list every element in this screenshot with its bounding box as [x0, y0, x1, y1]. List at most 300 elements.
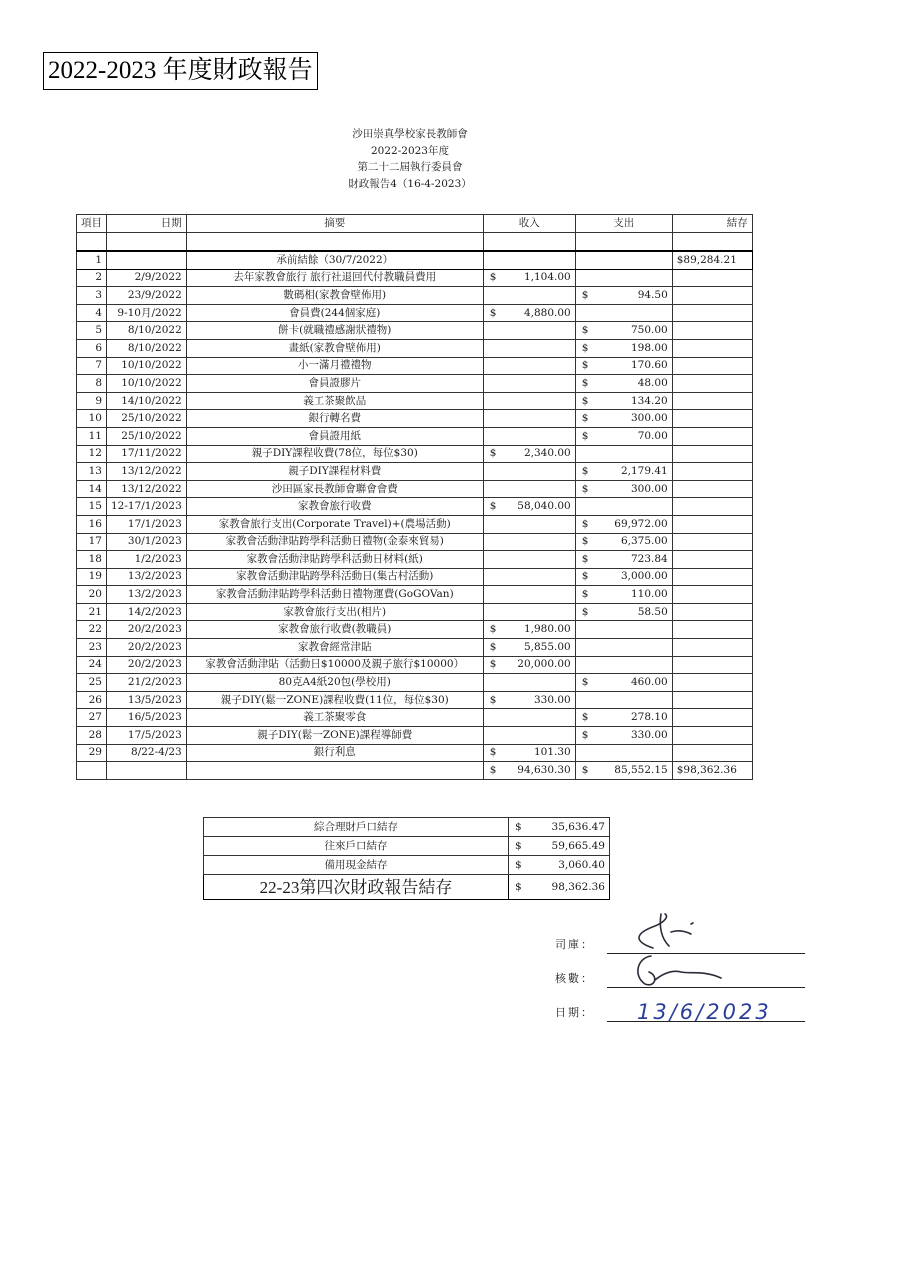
closing-balance: $98,362.36 [672, 762, 752, 780]
ledger-row [77, 357, 753, 375]
row-expense-cell [575, 498, 672, 516]
row-balance [672, 709, 752, 727]
row-date: 20/2/2023 [107, 639, 187, 657]
row-income-cell [483, 269, 575, 287]
row-date: 13/2/2023 [107, 568, 187, 586]
row-number: 25 [77, 674, 107, 692]
row-date: 8/22-4/23 [107, 744, 187, 762]
row-description: 義工茶聚飲品 [186, 392, 483, 410]
row-expense: 69,972.00 [614, 517, 668, 530]
ledger-row [77, 463, 753, 481]
row-description: 家教會活動津貼跨學科活動日材料(紙) [186, 551, 483, 569]
row-income: 330.00 [534, 693, 571, 706]
opening-balance: $89,284.21 [672, 251, 752, 269]
row-income-cell [483, 709, 575, 727]
row-number: 6 [77, 339, 107, 357]
row-expense-cell [575, 480, 672, 498]
row-number: 17 [77, 533, 107, 551]
row-expense: 58.50 [637, 605, 668, 618]
ledger-row [77, 269, 753, 287]
row-expense: 6,375.00 [620, 535, 668, 548]
ledger-row [77, 551, 753, 569]
row-expense-cell [575, 727, 672, 745]
ledger-row [77, 339, 753, 357]
row-number: 18 [77, 551, 107, 569]
row-expense: 300.00 [631, 482, 668, 495]
currency-symbol: $ [515, 858, 522, 871]
row-date: 14/2/2023 [107, 603, 187, 621]
row-income: 1,980.00 [523, 623, 571, 636]
row-date: 8/10/2022 [107, 322, 187, 340]
row-number: 11 [77, 427, 107, 445]
row-number: 2 [77, 269, 107, 287]
row-expense: 110.00 [631, 588, 668, 601]
row-balance [672, 551, 752, 569]
row-description: 親子DIY(鬆一ZONE)課程收費(11位，每位$30) [186, 691, 483, 709]
row-description: 小一滿月禮禮物 [186, 357, 483, 375]
row-balance [672, 727, 752, 745]
row-income-cell [483, 639, 575, 657]
currency-symbol: $ [489, 693, 497, 706]
row-income-cell [483, 339, 575, 357]
row-expense-cell [575, 603, 672, 621]
summary-value-cell [509, 818, 610, 837]
ledger-row [77, 375, 753, 393]
row-number: 24 [77, 656, 107, 674]
row-balance [672, 656, 752, 674]
row-description: 會員證用紙 [186, 427, 483, 445]
row-date: 13/5/2023 [107, 691, 187, 709]
row-description: 義工茶聚零食 [186, 709, 483, 727]
row-expense: 330.00 [631, 728, 668, 741]
row-income-cell [483, 744, 575, 762]
currency-symbol: $ [581, 764, 589, 777]
row-description: 畫紙(家教會壁佈用) [186, 339, 483, 357]
row-expense-cell [575, 375, 672, 393]
row-date: 21/2/2023 [107, 674, 187, 692]
row-description: 數碼相(家教會壁佈用) [186, 287, 483, 305]
row-number: 5 [77, 322, 107, 340]
row-expense-cell [575, 674, 672, 692]
summary-label: 往來戶口結存 [204, 837, 509, 856]
row-number: 12 [77, 445, 107, 463]
auditor-signature-row [555, 962, 805, 992]
currency-symbol: $ [581, 728, 589, 741]
row-balance [672, 691, 752, 709]
total-income: 94,630.30 [517, 764, 571, 777]
row-income-cell [483, 287, 575, 305]
row-balance [672, 480, 752, 498]
summary-value-cell [509, 837, 610, 856]
row-balance [672, 463, 752, 481]
row-balance [672, 744, 752, 762]
row-income-cell [483, 674, 575, 692]
row-expense-cell [575, 744, 672, 762]
currency-symbol: $ [581, 605, 589, 618]
ledger-row [77, 498, 753, 516]
row-income-cell [483, 480, 575, 498]
row-expense-cell [575, 639, 672, 657]
row-income-cell [483, 357, 575, 375]
row-income-cell [483, 515, 575, 533]
association-name: 沙田崇真學校家長教師會 [352, 128, 468, 140]
summary-label: 綜合理財戶口結存 [204, 818, 509, 837]
row-income: 101.30 [534, 746, 571, 759]
currency-symbol: $ [515, 820, 522, 833]
row-balance [672, 269, 752, 287]
ledger-row [77, 322, 753, 340]
row-expense-cell [575, 287, 672, 305]
row-expense-cell [575, 515, 672, 533]
currency-symbol: $ [489, 500, 497, 513]
row-expense-cell [575, 463, 672, 481]
currency-symbol: $ [581, 535, 589, 548]
ledger-row [77, 445, 753, 463]
row-expense-cell [575, 656, 672, 674]
row-date: 9-10月/2022 [107, 304, 187, 322]
ledger-row [77, 709, 753, 727]
currency-symbol: $ [581, 429, 589, 442]
currency-symbol: $ [489, 764, 497, 777]
ledger-row [77, 603, 753, 621]
row-expense: 300.00 [631, 412, 668, 425]
currency-symbol: $ [581, 376, 589, 389]
row-date: 13/12/2022 [107, 480, 187, 498]
row-date: 2/9/2022 [107, 269, 187, 287]
row-number: 29 [77, 744, 107, 762]
ledger-row [77, 674, 753, 692]
row-number: 23 [77, 639, 107, 657]
report-header [220, 126, 600, 192]
row-income: 1,104.00 [523, 271, 571, 284]
row-income: 58,040.00 [517, 500, 571, 513]
ledger-row [77, 691, 753, 709]
ledger-row [77, 621, 753, 639]
row-expense: 750.00 [631, 324, 668, 337]
final-balance-value: 98,362.36 [551, 880, 605, 893]
total-income-cell [483, 762, 575, 780]
row-number: 4 [77, 304, 107, 322]
row-balance [672, 533, 752, 551]
currency-symbol: $ [581, 412, 589, 425]
ledger-row [77, 480, 753, 498]
row-date: 13/12/2022 [107, 463, 187, 481]
row-number: 20 [77, 586, 107, 604]
ledger-row [77, 427, 753, 445]
ledger-row [77, 287, 753, 305]
ledger-row [77, 410, 753, 428]
fiscal-year: 2022-2023年度 [371, 144, 449, 157]
row-number: 14 [77, 480, 107, 498]
row-description: 家教會旅行收費(教職員) [186, 621, 483, 639]
row-date: 25/10/2022 [107, 427, 187, 445]
row-expense-cell [575, 709, 672, 727]
row-income-cell [483, 410, 575, 428]
total-expense: 85,552.15 [614, 764, 668, 777]
row-expense-cell [575, 568, 672, 586]
row-income-cell [483, 304, 575, 322]
currency-symbol: $ [581, 588, 589, 601]
row-balance [672, 322, 752, 340]
row-description: 會員證膠片 [186, 375, 483, 393]
row-income-cell [483, 656, 575, 674]
row-expense: 70.00 [637, 429, 668, 442]
ledger-row [77, 533, 753, 551]
row-expense-cell [575, 551, 672, 569]
currency-symbol: $ [489, 640, 497, 653]
row-description: 家教會活動津貼跨學科活動日禮物(金泰來貿易) [186, 533, 483, 551]
currency-symbol: $ [581, 394, 589, 407]
currency-symbol: $ [489, 623, 497, 636]
row-number: 15 [77, 498, 107, 516]
summary-value: 3,060.40 [558, 858, 605, 871]
row-description: 承前結餘（30/7/2022） [186, 251, 483, 269]
row-number: 9 [77, 392, 107, 410]
row-description: 家教會旅行支出(Corporate Travel)+(農場活動) [186, 515, 483, 533]
row-description: 銀行轉名費 [186, 410, 483, 428]
row-balance [672, 304, 752, 322]
row-income-cell [483, 727, 575, 745]
row-expense: 134.20 [631, 394, 668, 407]
row-expense: 278.10 [631, 711, 668, 724]
row-date: 17/11/2022 [107, 445, 187, 463]
row-income-cell [483, 551, 575, 569]
ledger-row [77, 392, 753, 410]
row-expense-cell [575, 691, 672, 709]
row-balance [672, 392, 752, 410]
row-balance [672, 445, 752, 463]
row-income-cell [483, 463, 575, 481]
ledger-row [77, 515, 753, 533]
row-date: 13/2/2023 [107, 586, 187, 604]
row-income-cell [483, 375, 575, 393]
row-description: 80克A4紙20包(學校用) [186, 674, 483, 692]
currency-symbol: $ [515, 839, 522, 852]
currency-symbol: $ [489, 746, 497, 759]
row-description: 餅卡(就職禮感謝狀禮物) [186, 322, 483, 340]
row-date: 8/10/2022 [107, 339, 187, 357]
row-balance [672, 639, 752, 657]
row-number: 19 [77, 568, 107, 586]
row-date: 12-17/1/2023 [107, 498, 187, 516]
row-number: 1 [77, 251, 107, 269]
row-description: 親子DIY課程材料費 [186, 463, 483, 481]
row-number: 16 [77, 515, 107, 533]
row-expense-cell [575, 445, 672, 463]
summary-row [204, 856, 610, 875]
row-income-cell [483, 603, 575, 621]
row-description: 沙田區家長教師會聯會會費 [186, 480, 483, 498]
balance-summary-table [203, 817, 610, 900]
row-number: 7 [77, 357, 107, 375]
ledger-header-row [77, 215, 753, 233]
currency-symbol: $ [515, 880, 522, 893]
row-date: 20/2/2023 [107, 656, 187, 674]
ledger-row [77, 304, 753, 322]
treasurer-label: 司庫： [555, 938, 594, 951]
row-date: 17/1/2023 [107, 515, 187, 533]
currency-symbol: $ [581, 288, 589, 301]
row-number: 27 [77, 709, 107, 727]
committee-name: 第二十二屆執行委員會 [357, 161, 463, 173]
final-balance-row [204, 875, 610, 900]
currency-symbol: $ [581, 359, 589, 372]
row-expense: 48.00 [637, 376, 668, 389]
row-expense: 2,179.41 [620, 464, 668, 477]
row-number: 28 [77, 727, 107, 745]
ledger-row [77, 656, 753, 674]
header-income: 收入 [483, 215, 575, 233]
row-income-cell [483, 586, 575, 604]
opening-balance-row [77, 251, 753, 269]
row-expense-cell [575, 586, 672, 604]
row-expense-cell [575, 427, 672, 445]
row-number: 8 [77, 375, 107, 393]
row-income-cell [483, 445, 575, 463]
row-income-cell [483, 427, 575, 445]
row-balance [672, 410, 752, 428]
row-balance [672, 621, 752, 639]
row-description: 家教會活動津貼跨學科活動日禮物運費(GoGOVan) [186, 586, 483, 604]
final-balance-cell [509, 875, 610, 900]
auditor-label: 核數： [555, 972, 594, 985]
row-income-cell [483, 568, 575, 586]
row-number: 22 [77, 621, 107, 639]
row-description: 家教會旅行支出(相片) [186, 603, 483, 621]
currency-symbol: $ [489, 658, 497, 671]
row-income-cell [483, 392, 575, 410]
row-expense: 170.60 [631, 359, 668, 372]
final-balance-label: 22-23第四次財政報告結存 [204, 875, 509, 900]
row-date: 30/1/2023 [107, 533, 187, 551]
row-balance [672, 427, 752, 445]
header-expense: 支出 [575, 215, 672, 233]
row-expense-cell [575, 304, 672, 322]
row-balance [672, 357, 752, 375]
ledger-row [77, 727, 753, 745]
row-income: 4,880.00 [523, 306, 571, 319]
row-number: 10 [77, 410, 107, 428]
row-expense-cell [575, 410, 672, 428]
row-expense-cell [575, 322, 672, 340]
row-expense: 460.00 [631, 676, 668, 689]
row-income: 2,340.00 [523, 447, 571, 460]
row-date: 23/9/2022 [107, 287, 187, 305]
total-expense-cell [575, 762, 672, 780]
row-description: 家教會活動津貼（活動日$10000及親子旅行$10000） [186, 656, 483, 674]
summary-value: 59,665.49 [551, 839, 605, 852]
row-income-cell [483, 498, 575, 516]
row-date: 25/10/2022 [107, 410, 187, 428]
row-date: 10/10/2022 [107, 357, 187, 375]
row-income-cell [483, 691, 575, 709]
row-date: 16/5/2023 [107, 709, 187, 727]
row-number: 21 [77, 603, 107, 621]
date-row [555, 996, 805, 1026]
row-balance [672, 586, 752, 604]
ledger-spacer-row [77, 233, 753, 252]
currency-symbol: $ [581, 552, 589, 565]
date-label: 日期： [555, 1006, 594, 1019]
report-number: 財政報告4（16-4-2023） [348, 177, 472, 190]
row-description: 家教會旅行收費 [186, 498, 483, 516]
row-number: 3 [77, 287, 107, 305]
currency-symbol: $ [581, 341, 589, 354]
row-expense-cell [575, 621, 672, 639]
ledger-row [77, 744, 753, 762]
row-description: 親子DIY(鬆一ZONE)課程導師費 [186, 727, 483, 745]
summary-value: 35,636.47 [551, 820, 605, 833]
page-title: 2022-2023 年度財政報告 [43, 52, 318, 90]
summary-value-cell [509, 856, 610, 875]
ledger-row [77, 568, 753, 586]
row-description: 親子DIY課程收費(78位，每位$30) [186, 445, 483, 463]
currency-symbol: $ [581, 711, 589, 724]
row-number: 26 [77, 691, 107, 709]
row-expense-cell [575, 357, 672, 375]
row-date: 20/2/2023 [107, 621, 187, 639]
row-income-cell [483, 533, 575, 551]
row-date: 17/5/2023 [107, 727, 187, 745]
row-balance [672, 568, 752, 586]
row-balance [672, 339, 752, 357]
currency-symbol: $ [581, 570, 589, 583]
row-balance [672, 603, 752, 621]
row-income: 5,855.00 [523, 640, 571, 653]
row-description: 去年家教會旅行 旅行社退回代付教職員費用 [186, 269, 483, 287]
summary-row [204, 837, 610, 856]
header-balance: 結存 [672, 215, 752, 233]
row-expense: 723.84 [631, 552, 668, 565]
row-date: 1/2/2023 [107, 551, 187, 569]
row-number: 13 [77, 463, 107, 481]
row-description: 會員費(244個家庭) [186, 304, 483, 322]
row-balance [672, 287, 752, 305]
row-expense-cell [575, 269, 672, 287]
auditor-signature [625, 950, 735, 990]
row-date: 10/10/2022 [107, 375, 187, 393]
header-item: 項目 [77, 215, 107, 233]
summary-label: 備用現金結存 [204, 856, 509, 875]
ledger-table [76, 214, 753, 780]
row-expense: 3,000.00 [620, 570, 668, 583]
row-description: 家教會活動津貼跨學科活動日(集古村活動) [186, 568, 483, 586]
summary-row [204, 818, 610, 837]
currency-symbol: $ [581, 482, 589, 495]
row-income-cell [483, 322, 575, 340]
header-date: 日期 [107, 215, 187, 233]
row-balance [672, 375, 752, 393]
ledger-row [77, 639, 753, 657]
header-summary: 摘要 [186, 215, 483, 233]
row-expense-cell [575, 392, 672, 410]
signed-date: 13/6/2023 [637, 1000, 772, 1024]
row-balance [672, 674, 752, 692]
currency-symbol: $ [489, 306, 497, 319]
row-income: 20,000.00 [517, 658, 571, 671]
row-expense-cell [575, 339, 672, 357]
currency-symbol: $ [581, 517, 589, 530]
row-expense: 94.50 [637, 288, 668, 301]
totals-row [77, 762, 753, 780]
row-income-cell [483, 621, 575, 639]
row-description: 家教會經常津貼 [186, 639, 483, 657]
row-date: 14/10/2022 [107, 392, 187, 410]
row-expense-cell [575, 533, 672, 551]
currency-symbol: $ [489, 447, 497, 460]
currency-symbol: $ [581, 324, 589, 337]
currency-symbol: $ [581, 676, 589, 689]
